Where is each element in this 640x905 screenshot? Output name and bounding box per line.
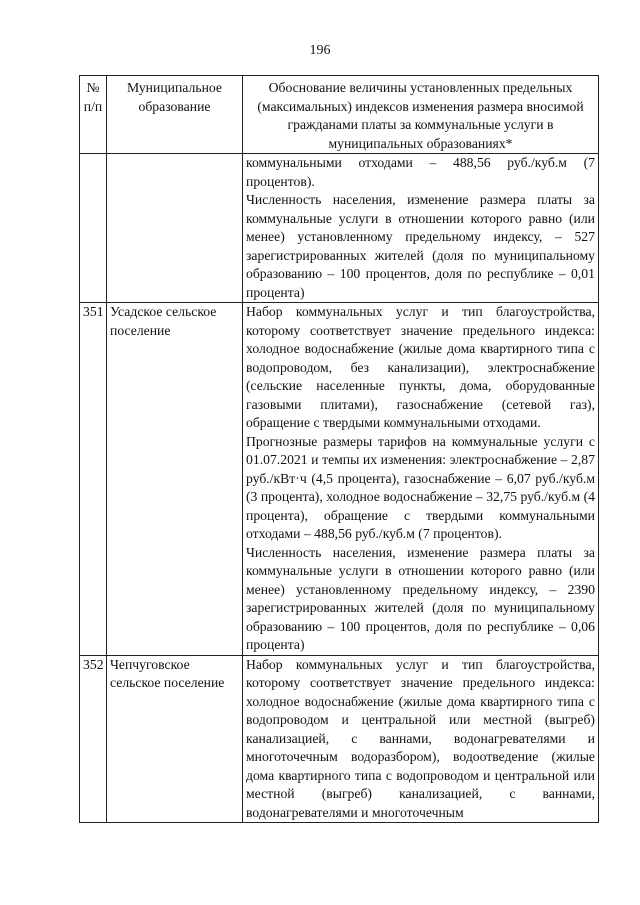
basis-paragraph: Численность населения, изменение размера платы за коммунальные услуги в отношении которого равно (или менее) установленному предельному индексу, – 2390 зарегистрированных жителей (доля по муниципальному образованию – 100 процентов, доля по республике – 0,06 процента) [246,544,595,652]
basis-paragraph: Прогнозные размеры тарифов на коммунальные услуги с 01.07.2021 и темпы их изменения: электроснабжение – 2,87 руб./кВт·ч (4,5 процента), газоснабжение – 6,07 руб./куб.м (3 процента), холодное водоснабжение – 32,75 руб./куб.м (4 процента), обращение с твердыми коммунальными отходами – 488,56 руб./куб.м (7 процентов). [246,433,595,541]
basis-paragraph: Набор коммунальных услуг и тип благоустройства, которому соответствует значение предельного индекса: холодное водоснабжение (жилые дома квартирного типа с водопроводом, без канализации), электроснабжение (сельские населенные пункты, дома, оборудованные газовыми плитами), газоснабжение (сетевой газ), обращение с твердыми коммунальными отходами. [246,304,595,430]
table-row-continuation [80,154,599,303]
header-municipality: Муниципальное образование [107,76,243,154]
cell-basis [243,154,599,303]
header-basis: Обоснование величины установленных предельных (максимальных) индексов изменения размера вносимой гражданами платы за коммунальные услуги в муниципальных образованиях* [243,76,599,154]
cell-name-empty [107,154,243,303]
cell-basis [243,303,599,656]
header-num: № п/п [80,76,107,154]
cell-basis [243,655,599,823]
cell-municipality: Чепчуговское сельское поселение [107,655,243,823]
basis-paragraph: Численность населения, изменение размера платы за коммунальные услуги в отношении которого равно (или менее) установленному предельному индексу, – 527 зарегистрированных жителей (доля по муниципальному образованию – 100 процентов, доля по республике – 0,01 процента) [246,192,595,300]
table-row [80,655,599,823]
table-row [80,303,599,656]
basis-paragraph: коммунальными отходами – 488,56 руб./куб.м (7 процентов). [246,155,595,189]
cell-municipality: Усадское сельское поселение [107,303,243,656]
basis-paragraph: Набор коммунальных услуг и тип благоустройства, которому соответствует значение предельного индекса: холодное водоснабжение (жилые дома квартирного типа с водопроводом и центральной или местной (выгреб) канализацией, с ваннами, водонагревателями и многоточечным водоразбором), водоотведение (жилые дома квартирного типа с водопроводом и центральной или местной (выгреб) канализацией, с ваннами, водонагревателями и многоточечным [246,656,595,820]
indices-table [79,75,599,823]
table-header-row [80,76,599,154]
cell-num: 351 [80,303,107,656]
cell-num: 352 [80,655,107,823]
page-number: 196 [309,43,331,58]
cell-num-empty [80,154,107,303]
